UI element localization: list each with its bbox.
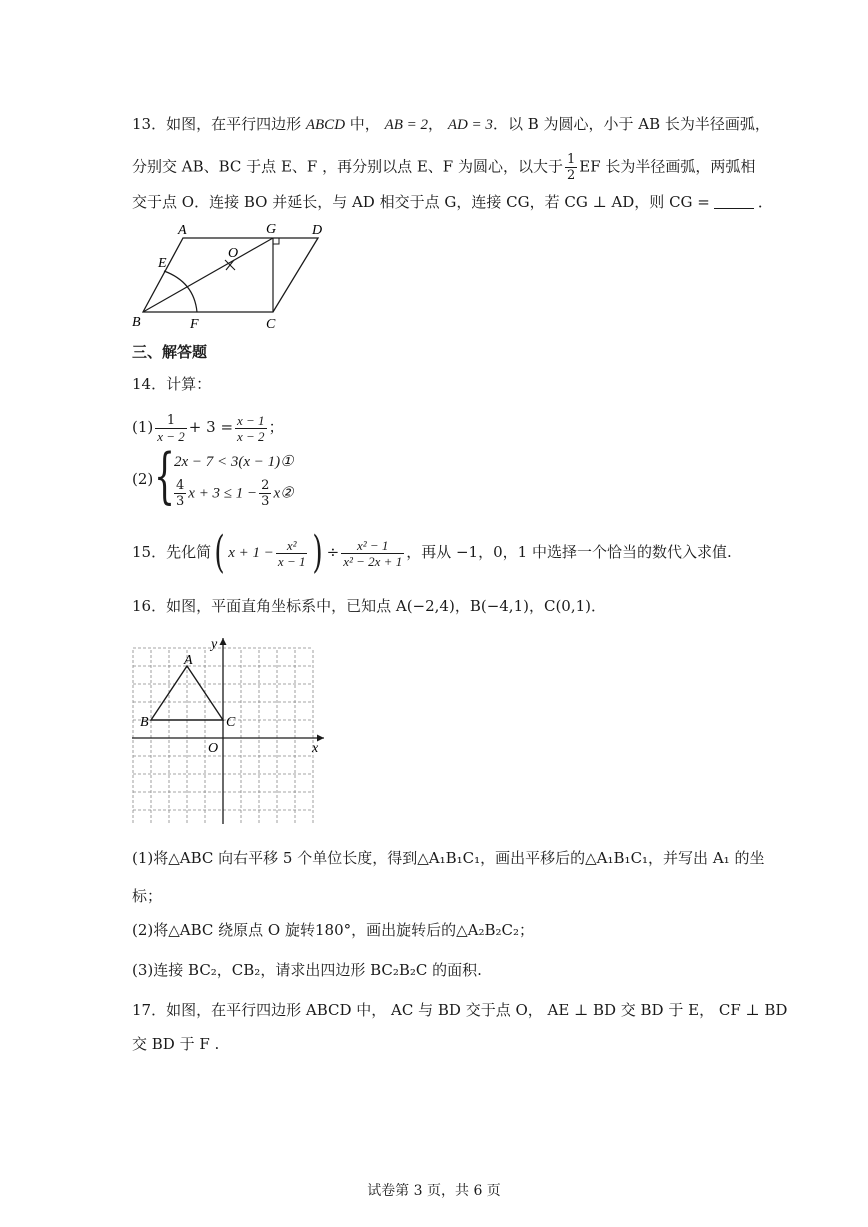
answer-blank [714, 194, 754, 209]
q16-coordinate-grid [128, 636, 328, 828]
label-x: x [312, 741, 319, 756]
q16-part-3: (3)连接 BC₂，CB₂，请求出四边形 BC₂B₂C 的面积. [132, 961, 482, 979]
label-d: D [312, 223, 323, 238]
q13-line-3: 交于点 O．连接 BO 并延长，与 AD 相交于点 G，连接 CG，若 CG ⊥ AD，则 CG = ． [132, 193, 773, 211]
page-footer: 试卷第 3 页，共 6 页 [367, 1183, 501, 1199]
inequality-2: $\frac{4}{3}$ x + 3 ≤ 1 − $\frac{2}{3}$ x② [176, 478, 294, 509]
label-o: O [208, 741, 219, 756]
q16-part-1-a: (1)将△ABC 向右平移 5 个单位长度，得到△A₁B₁C₁，画出平移后的△A₁B₁C₁，并写出 A₁ 的坐 [132, 849, 765, 867]
label-y: y [211, 637, 218, 652]
y-axis-arrow [220, 638, 227, 645]
label-b: B [140, 715, 149, 730]
q13-line-2: 分别交 AB、BC 于点 E、F ，再分别以点 E、F 为圆心，以大于 $\frac{1}{2}$ EF 长为半径画弧，两弧相 [132, 152, 756, 183]
label-a: A [184, 653, 193, 668]
q13-parallelogram-figure [128, 218, 338, 338]
q16-text: 16．如图，平面直角坐标系中，已知点 A(−2,4)，B(−4,1)，C(0,1)． [132, 597, 607, 615]
label-o: O [228, 246, 239, 261]
q17-line-1: 17．如图，在平行四边形 ABCD 中， AC 与 BD 交于点 O， AE ⊥ BD 交 BD 于 E， CF ⊥ BD [132, 1001, 788, 1019]
q13-line-1: 13．如图，在平行四边形 ABCD 中， AB = 2， AD = 3．以 B 为圆心，小于 AB 长为半径画弧， [132, 115, 770, 133]
label-f: F [190, 317, 199, 332]
section-heading: 三、解答题 [132, 343, 208, 361]
inequality-1: 2x − 7 < 3(x − 1)① [174, 454, 294, 470]
label-c: C [266, 317, 276, 332]
q14-part-1: (1) $\frac{1}{x - 2}$ + 3 = $\frac{x - 1}{x - 2}$ ； [132, 412, 284, 444]
label-c: C [226, 715, 236, 730]
label-g: G [266, 222, 277, 237]
label-b: B [132, 315, 141, 330]
q14-part-2-system: (2) { 2x − 7 < 3(x − 1)① $\frac{4}{3}$ x + 3 ≤ 1 − $\frac{2}{3}$ x② [132, 441, 294, 511]
q16-part-1-b: 标； [132, 887, 163, 905]
fraction-half: $\frac{1}{2}$ [566, 152, 576, 183]
label-e: E [158, 256, 167, 271]
label-a: A [178, 223, 187, 238]
q16-part-2: (2)将△ABC 绕原点 O 旋转180°，画出旋转后的△A₂B₂C₂； [132, 921, 535, 939]
brace: { [154, 441, 176, 511]
arc-ef [164, 271, 197, 312]
q14-title: 14．计算： [132, 375, 212, 393]
q15-line: 15．先化简( x + 1 − $\frac{\text{x²}}{x - 1}$ ) ÷ $\frac{\text{x² − 1}}{\text{x² − 2x + 1}}$ ，再从 −1，0，1 中选择一个恰当的数代入求值. [132, 527, 732, 578]
right-angle-mark [273, 238, 279, 244]
q17-line-2: 交 BD 于 F . [132, 1035, 220, 1053]
